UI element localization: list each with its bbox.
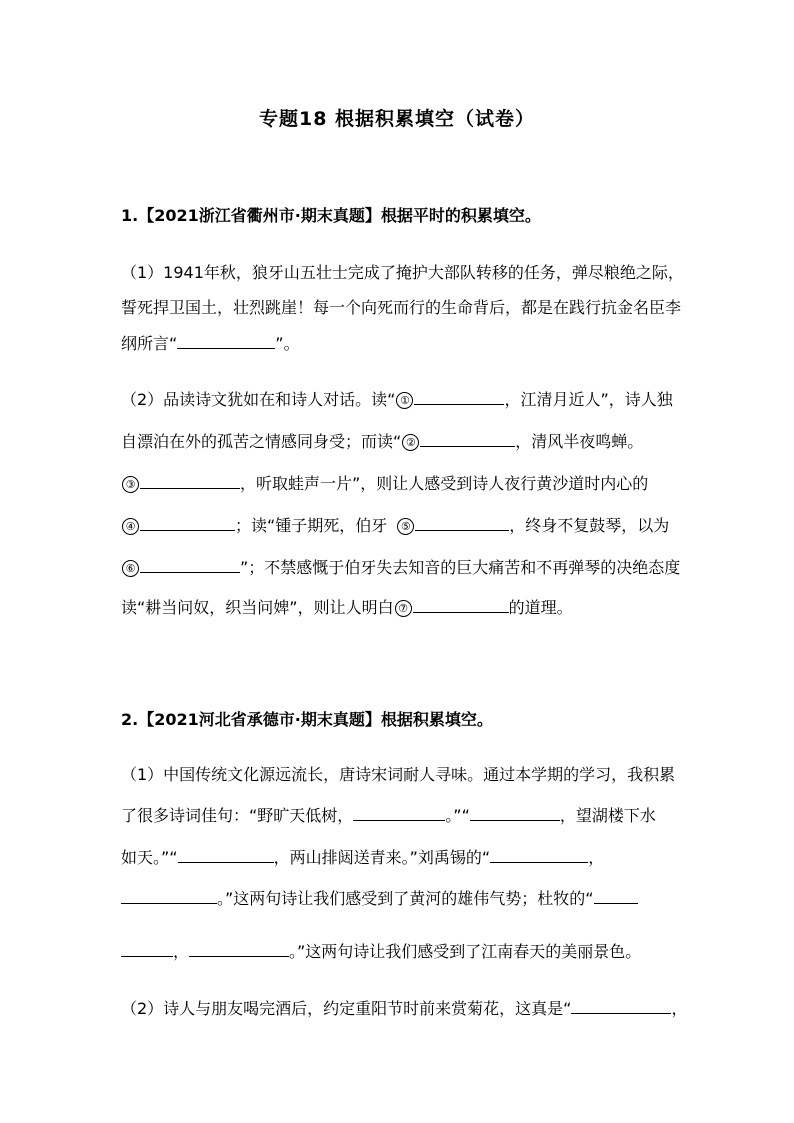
answer-blank[interactable] xyxy=(413,597,509,613)
q1-part2-line1: （2）品读诗文犹如在和诗人对话。读“ ① ，江清月近人”，诗人独 xyxy=(121,390,673,409)
answer-blank[interactable] xyxy=(177,333,275,349)
q2-part1-line1: （1）中国传统文化源远流长，唐诗宋词耐人寻味。通过本学期的学习，我积累 xyxy=(121,765,676,784)
answer-blank[interactable] xyxy=(121,941,173,957)
page-title: 专题18 根据积累填空（试卷） xyxy=(258,108,536,130)
q2-part1-line4: 。”这两句诗让我们感受到了黄河的雄伟气势；杜牧的“ xyxy=(121,888,638,910)
answer-blank[interactable] xyxy=(490,847,588,863)
circled-number-6: ⑥ xyxy=(122,560,139,577)
answer-blank[interactable] xyxy=(420,431,515,447)
circled-number-3: ③ xyxy=(122,476,139,493)
circled-number-7: ⑦ xyxy=(395,600,412,617)
q2-part2-line1: （2）诗人与朋友喝完酒后，约定重阳节时前来赏菊花，这真是“ ， xyxy=(121,999,688,1018)
answer-blank[interactable] xyxy=(121,888,217,904)
answer-blank[interactable] xyxy=(353,805,445,821)
q1-part2-line3: ③ ，听取蛙声一片”，则让人感受到诗人夜行黄沙道时内心的 xyxy=(121,473,648,495)
q1-part1-line1: （1）1941年秋，狼牙山五壮士完成了掩护大部队转移的任务，弹尽粮绝之际， xyxy=(121,263,684,282)
q1-part1-line2: 誓死捍卫国土，壮烈跳崖！每一个向死而行的生命背后，都是在践行抗金名臣李 xyxy=(121,298,682,317)
answer-blank[interactable] xyxy=(470,805,560,821)
q1-part1-line3: 纲所言“ ”。 xyxy=(121,334,300,353)
answer-blank[interactable] xyxy=(140,557,240,573)
answer-blank[interactable] xyxy=(140,515,235,531)
q1-part2-line2: 自漂泊在外的孤苦之情感同身受；而读“ ② ，清风半夜鸣蝉。 xyxy=(121,432,644,451)
q1-part2-line5: ⑥ ”；不禁感慨于伯牙失去知音的巨大痛苦和不再弹琴的决绝态度 xyxy=(121,557,680,579)
answer-blank[interactable] xyxy=(571,998,671,1014)
q2-part1-line2: 了很多诗词佳句：“野旷天低树， 。”“ ，望湖楼下水 xyxy=(121,806,656,825)
answer-blank[interactable] xyxy=(415,515,509,531)
answer-blank[interactable] xyxy=(189,941,289,957)
circled-number-5: ⑤ xyxy=(397,518,414,535)
answer-blank[interactable] xyxy=(594,888,638,904)
answer-blank[interactable] xyxy=(140,473,240,489)
q2-part1-line3: 如天。”“ ，两山排闼送青来。”刘禹锡的“ ， xyxy=(121,848,605,867)
question-1-heading: 1.【2021浙江省衢州市·期末真题】根据平时的积累填空。 xyxy=(121,206,541,225)
q2-part1-line5: ， 。”这两句诗让我们感受到了江南春天的美丽景色。 xyxy=(121,941,641,963)
circled-number-2: ② xyxy=(402,434,419,451)
answer-blank[interactable] xyxy=(414,389,504,405)
circled-number-1: ① xyxy=(396,392,413,409)
q1-part2-line4: ④ ；读“锺子期死，伯牙 ⑤ ，终身不复鼓琴，以为 xyxy=(121,515,669,537)
circled-number-4: ④ xyxy=(122,518,139,535)
q1-part2-line6: 读“耕当问奴，织当问婢”，则让人明白 ⑦ 的道理。 xyxy=(121,598,573,617)
question-2-heading: 2.【2021河北省承德市·期末真题】根据积累填空。 xyxy=(121,710,493,729)
answer-blank[interactable] xyxy=(178,847,274,863)
